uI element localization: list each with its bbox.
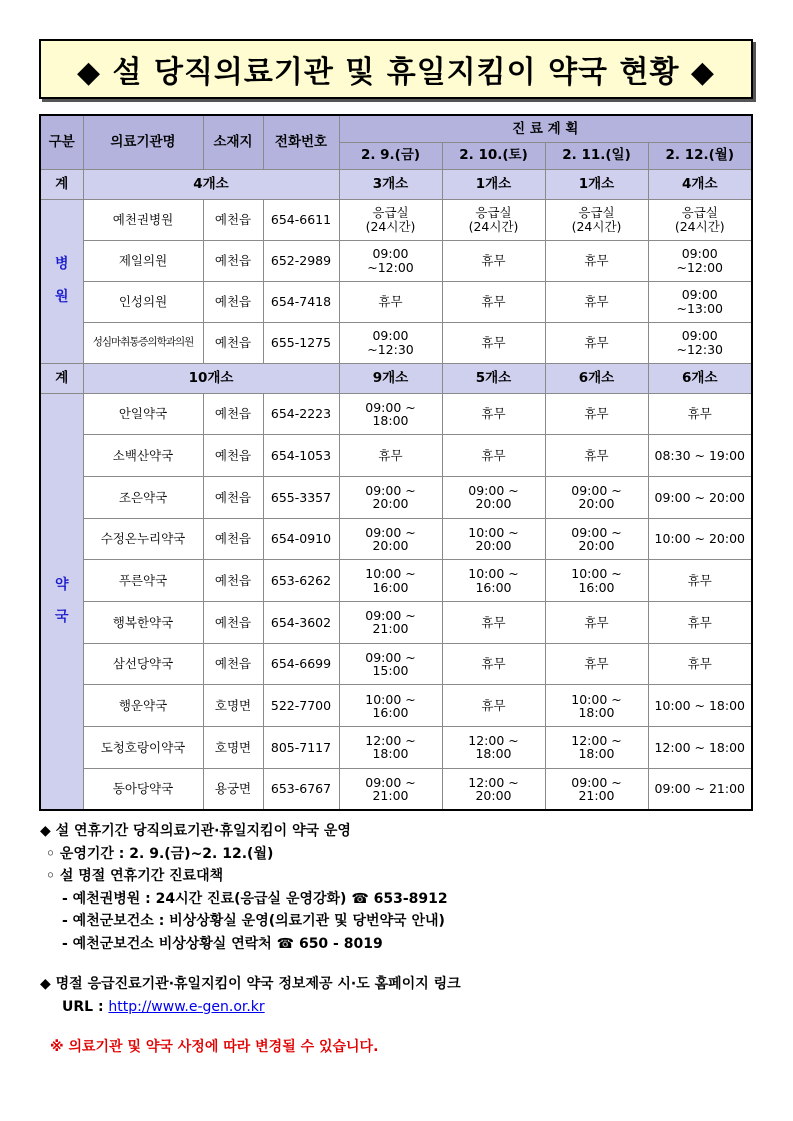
table-row bbox=[40, 199, 752, 240]
table-row bbox=[40, 322, 752, 363]
schedule-table bbox=[39, 114, 753, 811]
note-measures-title: ◦ 설 명절 연휴기간 진료대책 bbox=[46, 868, 224, 884]
cell-line: 21:00 bbox=[372, 621, 409, 637]
schedule-cell bbox=[545, 199, 648, 240]
facility-name: 안일약국 bbox=[83, 393, 203, 435]
cell-line: 21:00 bbox=[372, 787, 409, 803]
schedule-cell bbox=[339, 281, 442, 322]
cell-line: 21:00 bbox=[578, 787, 615, 803]
hospital_category-char: 원 bbox=[54, 289, 69, 305]
table-row bbox=[40, 393, 752, 435]
date-header: 2. 10.(토) bbox=[442, 142, 545, 169]
table-row bbox=[40, 518, 752, 560]
cell-line: 휴무 bbox=[584, 293, 609, 309]
facility-location: 예천읍 bbox=[203, 601, 263, 643]
facility-name: 행복한약국 bbox=[83, 601, 203, 643]
facility-phone: 653-6767 bbox=[263, 768, 339, 810]
facility-name: 성심마취통증의학과의원 bbox=[83, 322, 203, 363]
schedule-cell bbox=[339, 768, 442, 810]
schedule-cell bbox=[648, 727, 752, 769]
facility-phone: 653-6262 bbox=[263, 560, 339, 602]
schedule-cell bbox=[339, 199, 442, 240]
cell-line: 휴무 bbox=[481, 293, 506, 309]
notes-section bbox=[40, 820, 760, 1059]
facility-phone: 655-1275 bbox=[263, 322, 339, 363]
facility-phone: 654-1053 bbox=[263, 435, 339, 477]
cell-line: 휴무 bbox=[584, 614, 609, 630]
facility-location: 예천읍 bbox=[203, 435, 263, 477]
cell-line: 휴무 bbox=[584, 334, 609, 350]
facility-name: 행운약국 bbox=[83, 685, 203, 727]
pharmacy_summary-total: 10개소 bbox=[83, 363, 339, 393]
facility-phone: 654-6699 bbox=[263, 643, 339, 685]
cell-line: ~12:00 bbox=[367, 259, 414, 275]
schedule-cell bbox=[442, 601, 545, 643]
facility-name: 수정온누리약국 bbox=[83, 518, 203, 560]
facility-name: 도청호랑이약국 bbox=[83, 727, 203, 769]
facility-phone: 652-2989 bbox=[263, 240, 339, 281]
note-contact: - 예천군보건소 비상상황실 연락처 ☎ 650 - 8019 bbox=[62, 935, 383, 952]
table-row bbox=[40, 476, 752, 518]
hospital_summary-count: 3개소 bbox=[339, 169, 442, 199]
cell-line: 휴무 bbox=[378, 447, 403, 463]
schedule-cell bbox=[545, 560, 648, 602]
cell-line: 10:00 ~ bbox=[571, 691, 622, 707]
cell-line: 응급실 bbox=[681, 205, 718, 221]
cell-line: 18:00 bbox=[372, 412, 409, 428]
cell-line: 09:00 ~ bbox=[571, 524, 622, 540]
cell-line: 08:30 ~ 19:00 bbox=[654, 447, 745, 463]
cell-line: 09:00 ~ bbox=[571, 774, 622, 790]
cell-line: 휴무 bbox=[481, 252, 506, 268]
facility-name: 푸른약국 bbox=[83, 560, 203, 602]
pharmacy_summary-count: 5개소 bbox=[442, 363, 545, 393]
cell-line: 09:00 ~ 21:00 bbox=[654, 781, 745, 797]
pharmacy_summary-count: 9개소 bbox=[339, 363, 442, 393]
cell-line: (24시간) bbox=[365, 218, 416, 234]
schedule-cell bbox=[442, 727, 545, 769]
facility-location: 호명면 bbox=[203, 727, 263, 769]
facility-location: 호명면 bbox=[203, 685, 263, 727]
cell-line: 09:00 ~ bbox=[365, 774, 416, 790]
cell-line: 09:00 ~ bbox=[468, 483, 519, 499]
cell-line: 휴무 bbox=[481, 334, 506, 350]
cell-line: 09:00 ~ 20:00 bbox=[654, 489, 745, 505]
schedule-cell bbox=[339, 727, 442, 769]
schedule-cell bbox=[339, 476, 442, 518]
cell-line: 응급실 bbox=[578, 205, 615, 221]
pharmacy_category-char: 약 bbox=[54, 576, 69, 593]
facility-location: 예천읍 bbox=[203, 393, 263, 435]
schedule-cell bbox=[339, 518, 442, 560]
cell-line: 20:00 bbox=[475, 496, 512, 512]
facility-location: 예천읍 bbox=[203, 281, 263, 322]
schedule-cell bbox=[442, 768, 545, 810]
table-row bbox=[40, 601, 752, 643]
cell-line: 10:00 ~ 20:00 bbox=[654, 531, 745, 547]
facility-location: 예천읍 bbox=[203, 476, 263, 518]
cell-line: 12:00 ~ bbox=[468, 774, 519, 790]
col-name-header: 의료기관명 bbox=[83, 115, 203, 169]
facility-location: 예천읍 bbox=[203, 322, 263, 363]
cell-line: 휴무 bbox=[378, 293, 403, 309]
facility-location: 용궁면 bbox=[203, 768, 263, 810]
cell-line: (24시간) bbox=[674, 218, 725, 234]
facility-location: 예천읍 bbox=[203, 240, 263, 281]
cell-line: 12:00 ~ bbox=[468, 733, 519, 749]
cell-line: 12:00 ~ 18:00 bbox=[654, 739, 745, 755]
schedule-cell bbox=[648, 601, 752, 643]
cell-line: 20:00 bbox=[372, 496, 409, 512]
cell-line: 휴무 bbox=[687, 614, 712, 630]
facility-name: 제일의원 bbox=[83, 240, 203, 281]
date-header: 2. 12.(월) bbox=[648, 142, 752, 169]
cell-line: 20:00 bbox=[475, 787, 512, 803]
cell-line: 응급실 bbox=[372, 205, 409, 221]
schedule-cell bbox=[648, 199, 752, 240]
schedule-cell bbox=[648, 476, 752, 518]
facility-location: 예천읍 bbox=[203, 518, 263, 560]
col-location-header: 소재지 bbox=[203, 115, 263, 169]
cell-line: 18:00 bbox=[578, 746, 615, 762]
cell-line: 휴무 bbox=[584, 252, 609, 268]
schedule-cell bbox=[442, 560, 545, 602]
cell-line: 20:00 bbox=[475, 537, 512, 553]
facility-location: 예천읍 bbox=[203, 199, 263, 240]
note-link-title: ◆ 명절 응급진료기관·휴일지킴이 약국 정보제공 시·도 홈페이지 링크 bbox=[40, 976, 461, 992]
schedule-cell bbox=[545, 240, 648, 281]
schedule-cell bbox=[545, 281, 648, 322]
schedule-cell bbox=[442, 199, 545, 240]
schedule-cell bbox=[648, 518, 752, 560]
facility-phone: 654-0910 bbox=[263, 518, 339, 560]
facility-phone: 654-7418 bbox=[263, 281, 339, 322]
cell-line: (24시간) bbox=[468, 218, 519, 234]
note-period: ◦ 운영기간 : 2. 9.(금)~2. 12.(월) bbox=[46, 845, 274, 862]
pharmacy_category-char: 국 bbox=[54, 609, 69, 626]
facility-phone: 654-2223 bbox=[263, 393, 339, 435]
facility-phone: 654-6611 bbox=[263, 199, 339, 240]
facility-location: 예천읍 bbox=[203, 560, 263, 602]
cell-line: ~12:30 bbox=[676, 341, 723, 357]
cell-line: 15:00 bbox=[372, 662, 409, 678]
schedule-cell bbox=[442, 435, 545, 477]
facility-name: 예천권병원 bbox=[83, 199, 203, 240]
date-header: 2. 9.(금) bbox=[339, 142, 442, 169]
cell-line: 09:00 ~ bbox=[365, 608, 416, 624]
pharmacy_summary-count: 6개소 bbox=[648, 363, 752, 393]
cell-line: 18:00 bbox=[578, 704, 615, 720]
schedule-cell bbox=[339, 685, 442, 727]
schedule-cell bbox=[545, 643, 648, 685]
cell-line: ~12:00 bbox=[676, 259, 723, 275]
cell-line: 09:00 bbox=[681, 246, 718, 262]
facility-name: 인성의원 bbox=[83, 281, 203, 322]
cell-line: 09:00 ~ bbox=[365, 483, 416, 499]
cell-line: 10:00 ~ 18:00 bbox=[654, 698, 745, 714]
pharmacy_summary-count: 6개소 bbox=[545, 363, 648, 393]
hospital_summary-count: 1개소 bbox=[545, 169, 648, 199]
cell-line: 10:00 ~ bbox=[571, 566, 622, 582]
cell-line: 10:00 ~ bbox=[468, 566, 519, 582]
facility-phone: 655-3357 bbox=[263, 476, 339, 518]
schedule-cell bbox=[339, 435, 442, 477]
schedule-cell bbox=[545, 601, 648, 643]
page-title: ◆ 설 당직의료기관 및 휴일지킴이 약국 현황 ◆ bbox=[77, 55, 715, 90]
table-row bbox=[40, 281, 752, 322]
facility-location: 예천읍 bbox=[203, 643, 263, 685]
hospital_category-label bbox=[40, 199, 83, 363]
schedule-cell bbox=[648, 643, 752, 685]
cell-line: 휴무 bbox=[687, 406, 712, 422]
cell-line: 휴무 bbox=[481, 698, 506, 714]
pharmacy_summary-row bbox=[40, 363, 752, 393]
pharmacy_category-label bbox=[40, 393, 83, 810]
cell-line: 12:00 ~ bbox=[571, 733, 622, 749]
cell-line: 휴무 bbox=[584, 656, 609, 672]
schedule-cell bbox=[648, 322, 752, 363]
schedule-cell bbox=[545, 435, 648, 477]
table-row bbox=[40, 768, 752, 810]
table-row bbox=[40, 240, 752, 281]
cell-line: ~13:00 bbox=[676, 300, 723, 316]
hospital_category-char: 병 bbox=[54, 256, 69, 273]
egen-link[interactable]: http://www.e-gen.or.kr bbox=[108, 998, 265, 1015]
cell-line: 09:00 bbox=[681, 328, 718, 344]
hospital_summary-label: 계 bbox=[40, 169, 83, 199]
schedule-cell bbox=[648, 560, 752, 602]
note-url-line bbox=[40, 996, 760, 1019]
schedule-cell bbox=[545, 322, 648, 363]
cell-line: 휴무 bbox=[687, 573, 712, 589]
table-row bbox=[40, 435, 752, 477]
note-health-center: - 예천군보건소 : 비상상황실 운영(의료기관 및 당번약국 안내) bbox=[62, 913, 445, 929]
schedule-cell bbox=[545, 518, 648, 560]
hospital_summary-total: 4개소 bbox=[83, 169, 339, 199]
table-row bbox=[40, 727, 752, 769]
schedule-cell bbox=[442, 393, 545, 435]
cell-line: 휴무 bbox=[481, 656, 506, 672]
plan-header: 진 료 계 획 bbox=[339, 115, 752, 142]
schedule-cell bbox=[648, 685, 752, 727]
facility-phone: 805-7117 bbox=[263, 727, 339, 769]
cell-line: 16:00 bbox=[372, 704, 409, 720]
hospital_summary-count: 1개소 bbox=[442, 169, 545, 199]
schedule-cell bbox=[545, 685, 648, 727]
schedule-cell bbox=[442, 281, 545, 322]
note-hospital: - 예천권병원 : 24시간 진료(응급실 운영강화) ☎ 653-8912 bbox=[62, 890, 448, 907]
schedule-cell bbox=[339, 643, 442, 685]
schedule-cell bbox=[648, 768, 752, 810]
schedule-cell bbox=[442, 476, 545, 518]
schedule-cell bbox=[442, 240, 545, 281]
table-row bbox=[40, 643, 752, 685]
facility-name: 소백산약국 bbox=[83, 435, 203, 477]
cell-line: 09:00 ~ bbox=[365, 399, 416, 415]
col-type-header: 구분 bbox=[40, 115, 83, 169]
schedule-cell bbox=[648, 281, 752, 322]
schedule-cell bbox=[648, 240, 752, 281]
facility-name: 동아당약국 bbox=[83, 768, 203, 810]
cell-line: 09:00 ~ bbox=[365, 649, 416, 665]
schedule-cell bbox=[442, 322, 545, 363]
cell-line: 휴무 bbox=[481, 406, 506, 422]
schedule-cell bbox=[339, 560, 442, 602]
table-row bbox=[40, 560, 752, 602]
cell-line: 12:00 ~ bbox=[365, 733, 416, 749]
schedule-cell bbox=[545, 727, 648, 769]
schedule-cell bbox=[339, 601, 442, 643]
cell-line: 16:00 bbox=[578, 579, 615, 595]
cell-line: 16:00 bbox=[372, 579, 409, 595]
cell-line: 휴무 bbox=[584, 406, 609, 422]
url-label: URL : bbox=[62, 998, 109, 1015]
cell-line: 20:00 bbox=[578, 496, 615, 512]
cell-line: 10:00 ~ bbox=[468, 524, 519, 540]
schedule-cell bbox=[545, 768, 648, 810]
schedule-cell bbox=[442, 643, 545, 685]
schedule-cell bbox=[339, 393, 442, 435]
header-row-1 bbox=[40, 115, 752, 142]
facility-name: 삼선당약국 bbox=[83, 643, 203, 685]
cell-line: 09:00 bbox=[372, 328, 409, 344]
cell-line: 16:00 bbox=[475, 579, 512, 595]
cell-line: 09:00 ~ bbox=[365, 524, 416, 540]
schedule-cell bbox=[339, 322, 442, 363]
schedule-cell bbox=[442, 685, 545, 727]
schedule-cell bbox=[545, 476, 648, 518]
schedule-cell bbox=[545, 393, 648, 435]
cell-line: 09:00 bbox=[372, 246, 409, 262]
cell-line: 휴무 bbox=[584, 447, 609, 463]
cell-line: 휴무 bbox=[481, 614, 506, 630]
cell-line: 18:00 bbox=[372, 746, 409, 762]
cell-line: 09:00 ~ bbox=[571, 483, 622, 499]
cell-line: 휴무 bbox=[687, 656, 712, 672]
facility-phone: 522-7700 bbox=[263, 685, 339, 727]
change-warning: ※ 의료기관 및 약국 사정에 따라 변경될 수 있습니다. bbox=[50, 1039, 379, 1055]
table-row bbox=[40, 685, 752, 727]
facility-name: 조은약국 bbox=[83, 476, 203, 518]
page-title-box bbox=[39, 39, 753, 99]
schedule-cell bbox=[648, 393, 752, 435]
cell-line: 10:00 ~ bbox=[365, 691, 416, 707]
pharmacy_summary-label: 계 bbox=[40, 363, 83, 393]
cell-line: 20:00 bbox=[578, 537, 615, 553]
date-header: 2. 11.(일) bbox=[545, 142, 648, 169]
hospital_summary-count: 4개소 bbox=[648, 169, 752, 199]
note-operation-title: ◆ 설 연휴기간 당직의료기관·휴일지킴이 약국 운영 bbox=[40, 823, 351, 839]
schedule-cell bbox=[442, 518, 545, 560]
cell-line: ~12:30 bbox=[367, 341, 414, 357]
hospital_summary-row bbox=[40, 169, 752, 199]
cell-line: 18:00 bbox=[475, 746, 512, 762]
cell-line: 09:00 bbox=[681, 287, 718, 303]
cell-line: 20:00 bbox=[372, 537, 409, 553]
col-phone-header: 전화번호 bbox=[263, 115, 339, 169]
schedule-cell bbox=[648, 435, 752, 477]
cell-line: 10:00 ~ bbox=[365, 566, 416, 582]
cell-line: 휴무 bbox=[481, 447, 506, 463]
facility-phone: 654-3602 bbox=[263, 601, 339, 643]
cell-line: 응급실 bbox=[475, 205, 512, 221]
cell-line: (24시간) bbox=[571, 218, 622, 234]
schedule-cell bbox=[339, 240, 442, 281]
